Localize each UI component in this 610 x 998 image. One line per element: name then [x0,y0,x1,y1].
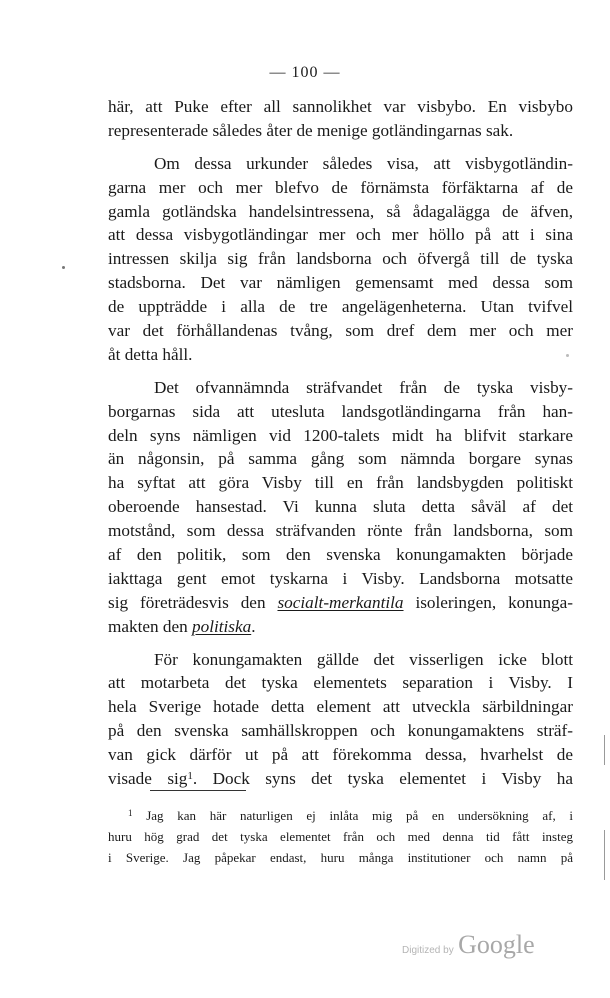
text-line [108,471,573,495]
line-text: van gick därför ut på att förekomma dessa, hvarhelst de [108,745,573,765]
emphasized-text: politiska [192,616,252,636]
line-text: oberoende hansestad. Vi kunna sluta detta såväl af det [108,497,573,517]
text-line [108,615,573,639]
emphasized-text: socialt-merkantila [277,592,404,612]
paragraph-gap [108,143,573,152]
text-line [108,719,573,743]
line-text: af den politik, som den svenska konungamakten började [108,545,573,565]
footnote-line [108,826,573,847]
text-line [108,319,573,343]
line-text: För konungamakten gällde det visserligen icke blott [154,649,573,669]
text-line [108,400,573,424]
text-line [108,743,573,767]
text-line [108,519,573,543]
text-line [108,543,573,567]
text-line [108,591,573,615]
margin-mark [62,266,65,269]
text-line [108,223,573,247]
line-text: borgarnas sida att utesluta landsgotländingarna från han- [108,401,573,421]
text-line [108,295,573,319]
text-line [108,271,573,295]
text-line [108,343,573,367]
text-line [108,95,573,119]
text-line [108,495,573,519]
margin-mark [566,354,569,357]
text-line [108,424,573,448]
page-number: — 100 — [269,64,341,81]
line-text: hela Sverige hotade detta element att utveckla särbildningar [108,697,573,717]
line-text: än någonsin, på samma gång som nämnda borgare synas [108,449,573,469]
footnote-rule [150,790,246,791]
text-line [108,119,573,143]
text-line [108,152,573,176]
paragraph-gap [108,367,573,376]
footnote-line [108,847,573,868]
line-text: . Dock syns det tyska elementet i Visby ha [192,769,573,789]
text-line [108,447,573,471]
paragraph-gap [108,639,573,648]
watermark-brand: Google [458,930,535,959]
line-text: att dessa visbygotländingar mer och mer höllo på att i sina [108,225,573,245]
line-text: att motarbeta det tyska elementets separation i Visby. I [108,673,573,693]
text-line [108,376,573,400]
line-text: makten den [108,616,192,636]
line-text: representerade således åter de menige gotländingarnas sak. [108,120,514,140]
line-text: åt detta håll. [108,344,193,364]
watermark-prefix: Digitized by [402,945,454,956]
line-text: Det ofvannämnda sträfvandet från de tyska visby- [154,377,573,397]
text-line [108,247,573,271]
footnote-marker: 1 [128,808,133,818]
footnotes [108,805,573,868]
line-text: isoleringen, konunga- [403,592,573,612]
line-text: på den svenska samhällskroppen och konungamaktens sträf- [108,721,573,741]
line-text: ha syftat att göra Visby till en från landsbygden politiskt [108,473,573,493]
footnote-line [108,805,573,826]
line-text: Om dessa urkunder således visa, att visbygotländin- [154,153,573,173]
text-line [108,695,573,719]
line-text: gamla gotländska handelsintressena, så ådagalägga de äfven, [108,201,573,221]
text-line [108,200,573,224]
text-line [108,671,573,695]
edge-mark [604,830,605,880]
line-text: här, att Puke efter all sannolikhet var visbybo. En visbybo [108,97,573,116]
footnote-text: huru hög grad det tyska elementet från och med denna tid fått insteg [108,829,573,844]
body-text [108,95,573,791]
edge-mark [604,735,605,765]
text-line [108,648,573,672]
line-text: intressen skilja sig från landsborna och öfvergå till de tyska [108,249,573,269]
line-text: deln syns nämligen vid 1200-talets midt ha blifvit starkare [108,425,573,445]
line-text: sig företrädesvis den [108,592,278,612]
text-line [108,567,573,591]
line-text: visade sig [108,769,188,789]
text-line [108,176,573,200]
footnote-text: Jag kan här naturligen ej inlåta mig på en undersökning af, i [146,808,574,823]
line-text: iakttaga gent emot tyskarna i Visby. Landsborna motsatte [108,568,573,588]
line-text: var det förhållandenas tvång, som dref dem mer och mer [108,321,573,341]
line-text: garna mer och mer blefvo de förnämsta förfäktarna af de [108,177,573,197]
line-text: stadsborna. Det var nämligen gemensamt med dessa som [108,273,573,293]
line-text: . [251,616,256,636]
line-text: motstånd, som dessa sträfvanden rönte från landsborna, som [108,521,573,541]
footnote-text: i Sverige. Jag påpekar endast, huru många institutioner och namn på [108,850,573,865]
footnote-ref: 1 [187,770,193,783]
line-text: de uppträdde i alla de tre angelägenheterna. Utan tvifvel [108,297,573,317]
text-line [108,767,573,791]
watermark [402,930,535,960]
